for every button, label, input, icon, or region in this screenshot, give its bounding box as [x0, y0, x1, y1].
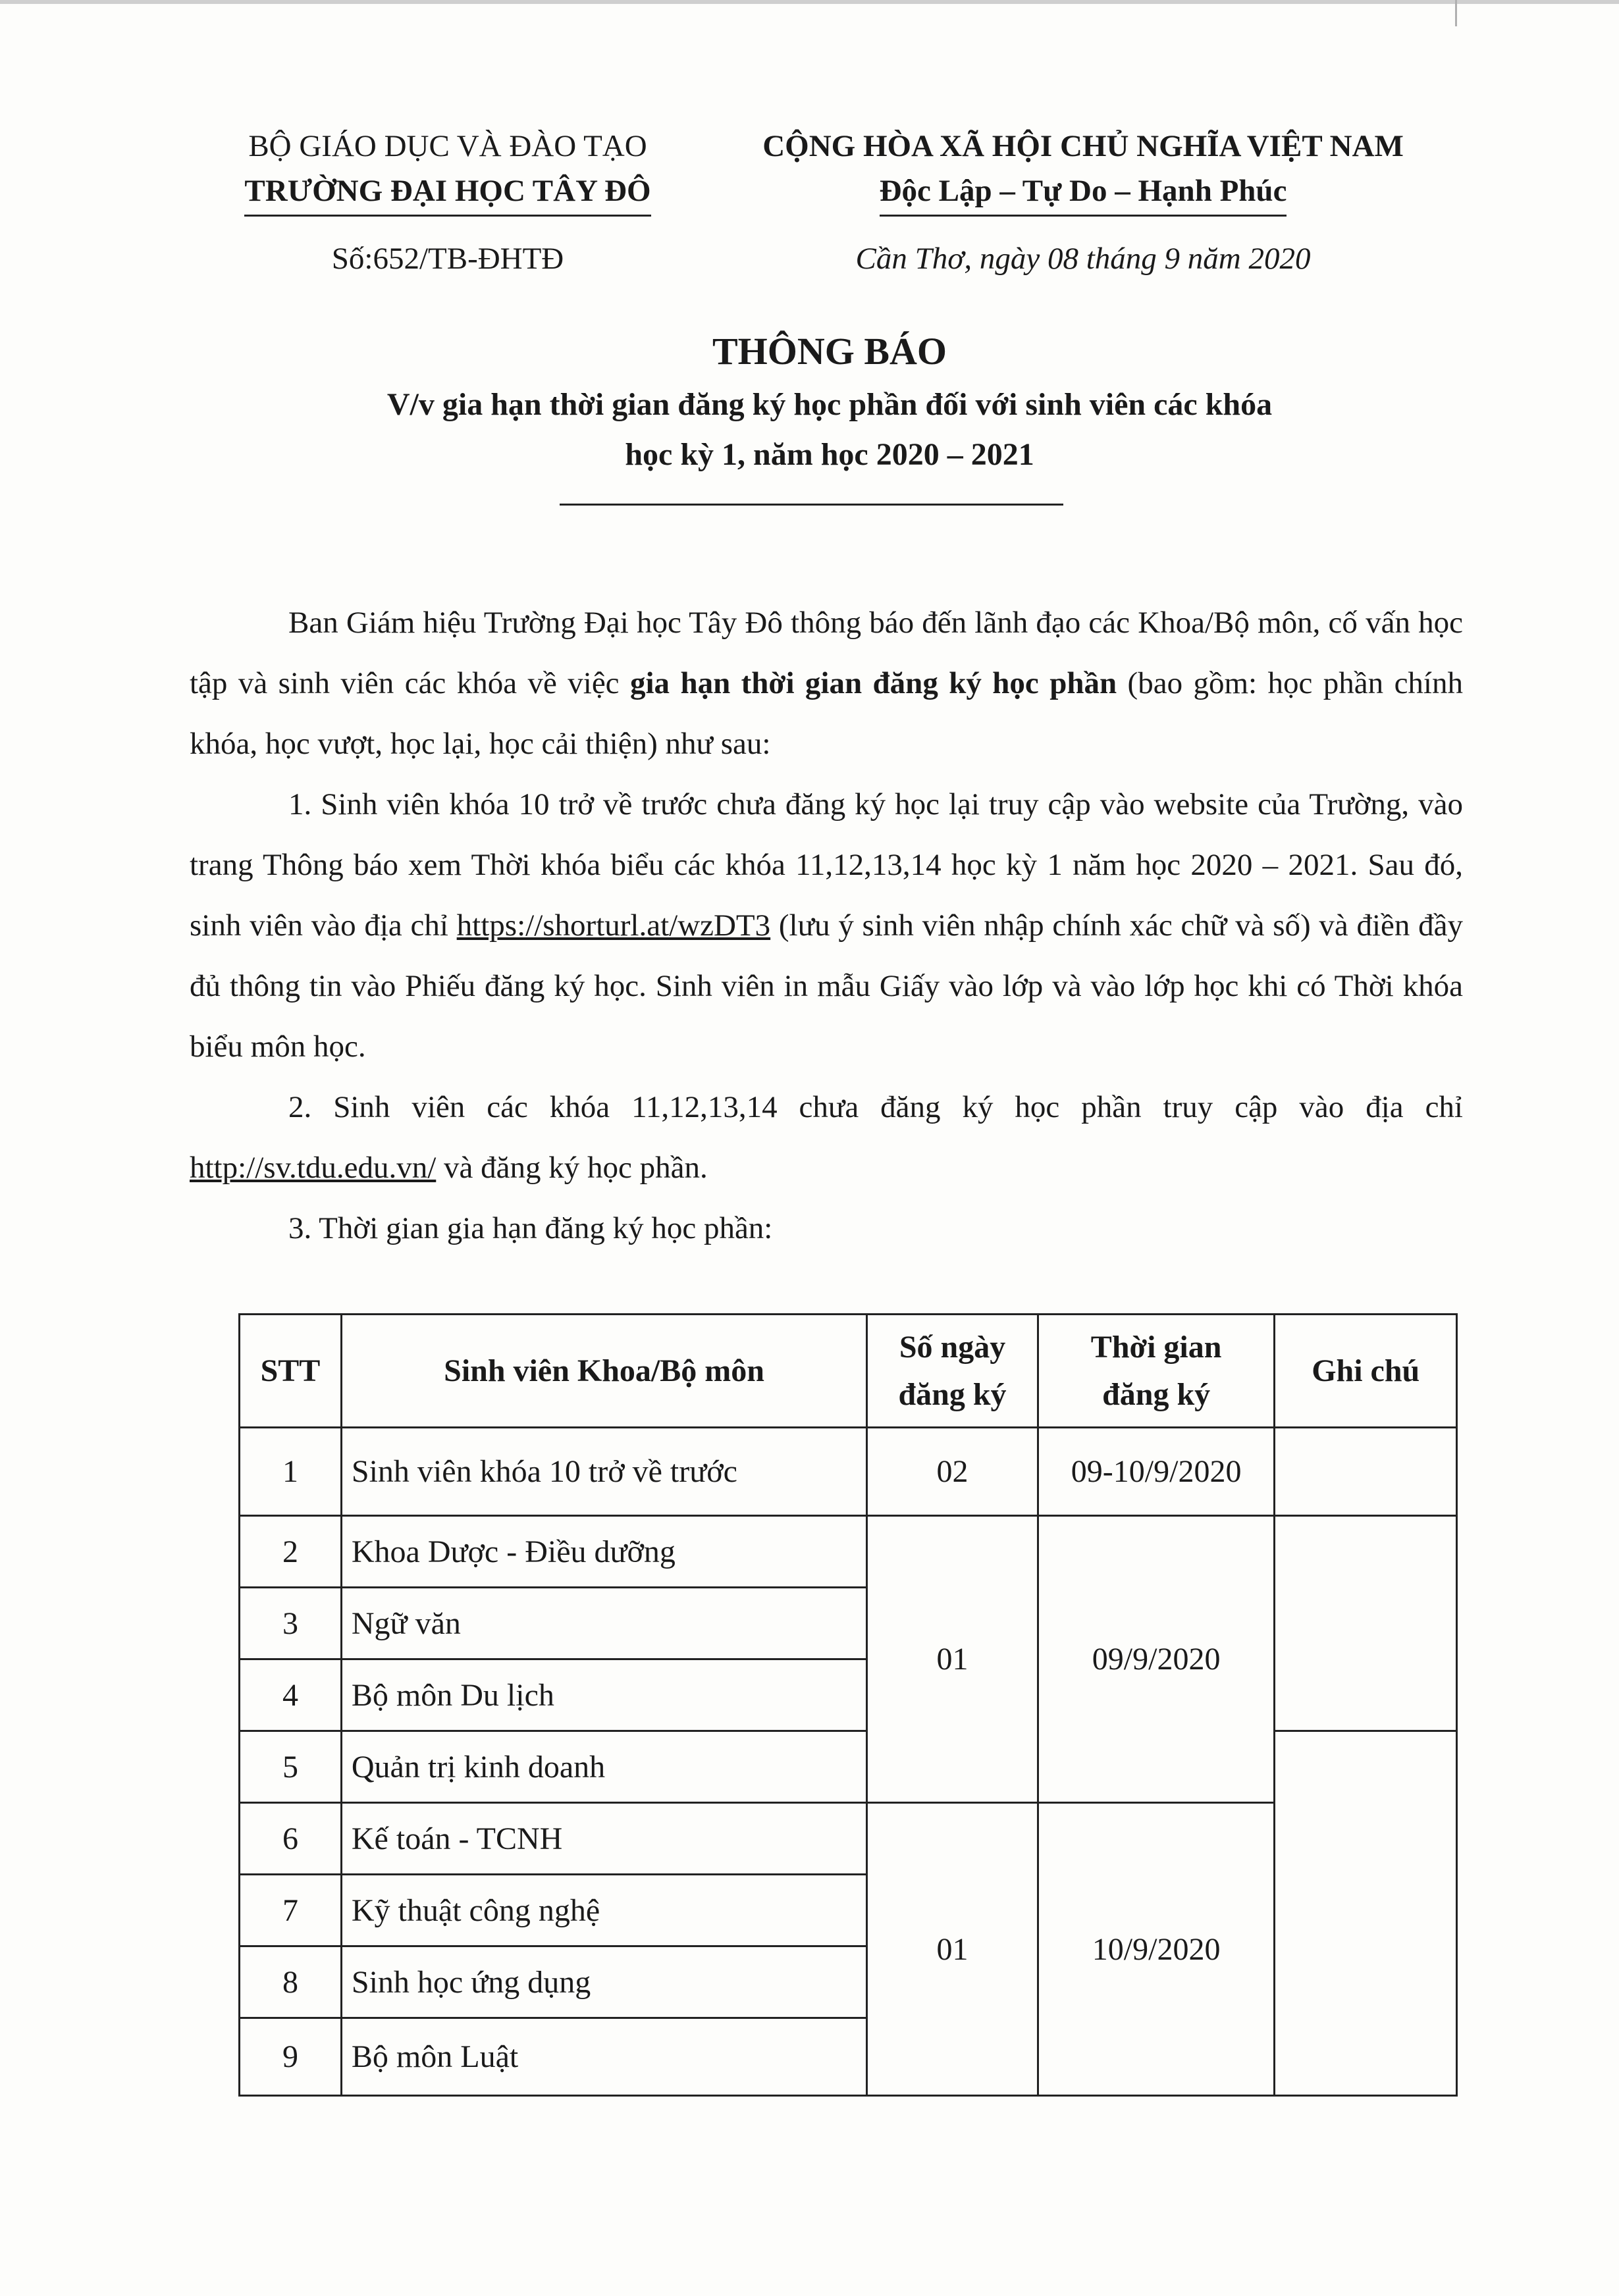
item1-text: 1. Sinh viên khóa 10 trở về trước chưa đăng ký học lại truy cập vào website của Trường, vào trang Thông báo xem Thời khóa biểu các khóa 11,12,13,14 học kỳ 1 năm học 2020 – 2021. Sau đó, sinh viên vào địa chỉ: [190, 787, 1463, 943]
row-faculty: Sinh viên khóa 10 trở về trước: [341, 1428, 866, 1516]
table-row: [240, 1516, 1457, 1588]
intro-emphasis: gia hạn thời gian đăng ký học phần: [629, 666, 1117, 700]
row-faculty: Sinh học ứng dụng: [341, 1946, 866, 2018]
intro-paragraph: [190, 592, 1463, 774]
row-stt: 2: [240, 1516, 342, 1588]
row-stt: 6: [240, 1803, 342, 1875]
row-days: 02: [867, 1428, 1038, 1516]
item3-text: 3. Thời gian gia hạn đăng ký học phần:: [288, 1211, 773, 1245]
row-stt: 9: [240, 2018, 342, 2096]
row-stt: 5: [240, 1731, 342, 1803]
header-stt: STT: [240, 1315, 342, 1428]
intro-text-end: (bao gồm: học phần chính khóa, học vượt, học lại, học cải thiện) như sau:: [190, 666, 1463, 761]
table-row: [240, 1803, 1457, 1875]
group-time: 10/9/2020: [1038, 1803, 1275, 2096]
sv-portal-link[interactable]: http://sv.tdu.edu.vn/: [190, 1151, 437, 1185]
header-time: Thời gian đăng ký: [1038, 1315, 1275, 1428]
header-note: Ghi chú: [1275, 1315, 1457, 1428]
header-left: [198, 124, 698, 281]
header-right: [711, 124, 1455, 281]
row-stt: 8: [240, 1946, 342, 2018]
row-note: [1275, 1428, 1457, 1516]
group-time: 09/9/2020: [1038, 1516, 1275, 1803]
document-title: THÔNG BÁO: [712, 330, 947, 373]
row-time: 09-10/9/2020: [1038, 1428, 1275, 1516]
row-note: [1275, 1731, 1457, 2096]
row-faculty: Kế toán - TCNH: [341, 1803, 866, 1875]
place-date: Cần Thơ, ngày 08 tháng 9 năm 2020: [855, 242, 1311, 276]
row-faculty: Bộ môn Du lịch: [341, 1659, 866, 1731]
table-row: [240, 1731, 1457, 1803]
header-days: Số ngày đăng ký: [867, 1315, 1038, 1428]
item2-text-end: và đăng ký học phần.: [436, 1151, 708, 1185]
row-faculty: Kỹ thuật công nghệ: [341, 1875, 866, 1946]
item-1: [190, 774, 1463, 1077]
title-rule: [560, 504, 1063, 506]
country-name: CỘNG HÒA XÃ HỘI CHỦ NGHĨA VIỆT NAM: [762, 129, 1404, 163]
subtitle-line2: học kỳ 1, năm học 2020 – 2021: [625, 437, 1034, 472]
doc-number: Số:652/TB-ĐHTĐ: [331, 242, 564, 276]
subtitle-line1: V/v gia hạn thời gian đăng ký học phần đối với sinh viên các khóa: [386, 387, 1273, 422]
row-faculty: Khoa Dược - Điều dưỡng: [341, 1516, 866, 1588]
scan-mark: [1455, 0, 1457, 26]
table-row: [240, 1428, 1457, 1516]
row-faculty: Ngữ văn: [341, 1588, 866, 1659]
ministry-name: BỘ GIÁO DỤC VÀ ĐÀO TẠO: [248, 129, 647, 163]
row-stt: 3: [240, 1588, 342, 1659]
row-faculty: Quản trị kinh doanh: [341, 1731, 866, 1803]
row-faculty: Bộ môn Luật: [341, 2018, 866, 2096]
row-note: [1275, 1516, 1457, 1731]
intro-text: Ban Giám hiệu Trường Đại học Tây Đô thông báo đến lãnh đạo các Khoa/Bộ môn, cố vấn học tập và sinh viên các khóa về việc: [190, 606, 1463, 700]
row-stt: 7: [240, 1875, 342, 1946]
title-block: [184, 329, 1475, 480]
item2-text: 2. Sinh viên các khóa 11,12,13,14 chưa đăng ký học phần truy cập vào địa chỉ: [288, 1090, 1463, 1124]
motto: Độc Lập – Tự Do – Hạnh Phúc: [880, 169, 1287, 217]
registration-table: [238, 1313, 1458, 2097]
table-header-row: [240, 1315, 1457, 1428]
body: [190, 592, 1463, 1259]
item-2: [190, 1077, 1463, 1198]
scan-edge: [0, 0, 1619, 4]
school-name: TRƯỜNG ĐẠI HỌC TÂY ĐÔ: [244, 169, 650, 217]
row-stt: 4: [240, 1659, 342, 1731]
group-days: 01: [867, 1803, 1038, 2096]
shorturl-link[interactable]: https://shorturl.at/wzDT3: [456, 908, 771, 943]
group-days: 01: [867, 1516, 1038, 1803]
item-3: [190, 1198, 1463, 1259]
item1-text-end: (lưu ý sinh viên nhập chính xác chữ và số) và điền đầy đủ thông tin vào Phiếu đăng ký học. Sinh viên in mẫu Giấy vào lớp và vào lớp học khi có Thời khóa biểu môn học.: [190, 908, 1464, 1064]
row-stt: 1: [240, 1428, 342, 1516]
header-faculty: Sinh viên Khoa/Bộ môn: [341, 1315, 866, 1428]
